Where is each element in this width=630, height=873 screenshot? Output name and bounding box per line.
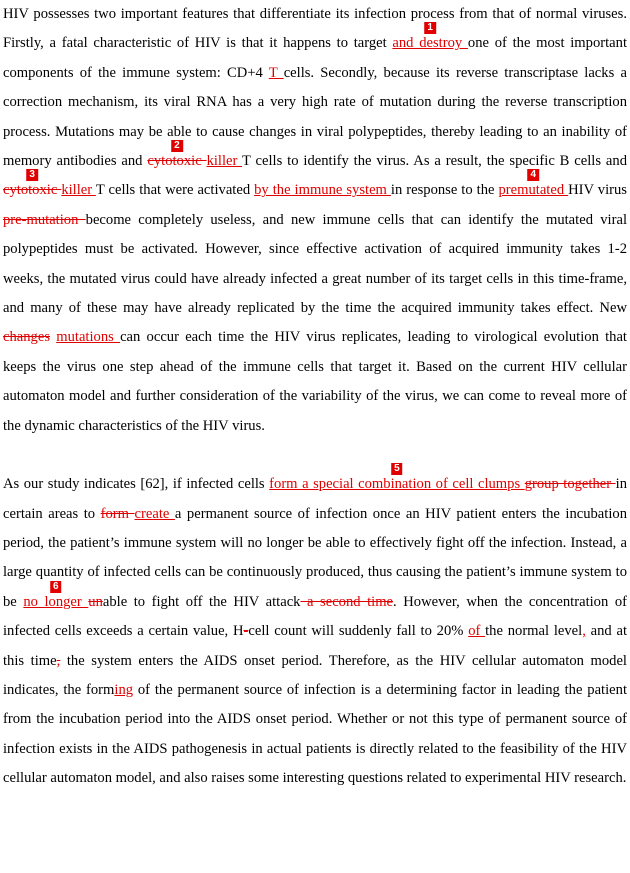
inserted-text: of — [468, 623, 486, 640]
comment-anchor[interactable] — [3, 169, 62, 199]
text-run: HIV virus — [568, 182, 627, 199]
inserted-text: killer — [206, 153, 242, 170]
comment-marker[interactable]: 3 — [26, 169, 38, 181]
comment-marker[interactable]: 2 — [171, 140, 183, 152]
inserted-text: no longer — [23, 593, 89, 610]
deleted-text: form — [100, 505, 135, 522]
inserted-text: and destroy — [392, 35, 468, 52]
text-run: the normal level — [485, 623, 583, 640]
text-run: As our study indicates [62], if infected cells — [3, 476, 270, 493]
text-run: in certain areas to — [3, 476, 628, 522]
comment-marker[interactable]: 5 — [391, 463, 403, 475]
text-run: become completely useless, and new immune cells that can identify the mutated viral polypeptides must be activated. However, since effective activation of acquired immunity takes 1-2 weeks, the mutated virus could have already infected a great number of its target cells in this time-frame, and many of these may have already replicated by the time the acquired immunity takes effect. New — [3, 211, 627, 317]
deleted-text: cytotoxic — [147, 153, 207, 170]
comment-marker[interactable]: 6 — [50, 581, 62, 593]
inserted-text: by the immune system — [254, 182, 391, 199]
deleted-text: un — [88, 593, 103, 610]
text-run: HIV possesses two important features that differentiate its infection process from that of normal viruses. Firstly, a fatal characteristic of HIV is that it happens to target — [3, 6, 627, 52]
text-run: cells. Secondly, because its reverse transcriptase lacks a correction mechanism, its viral RNA has a very high rate of mutation during the reverse transcription process. Mutations may be able to cause changes in viral polypeptides, thereby leading to an inability of memory antibodies and — [3, 64, 627, 170]
text-run: . However, when the concentration of infected cells exceeds a certain value, H — [3, 593, 627, 640]
inserted-text: , — [582, 623, 586, 640]
deleted-text: - — [243, 623, 249, 640]
deleted-text: a second time — [300, 593, 394, 610]
inserted-text: create — [134, 505, 175, 522]
text-run: one of the most important components of the immune system: CD+4 — [3, 35, 627, 81]
inserted-text: mutations — [56, 329, 121, 346]
text-run: able to fight off the HIV attack — [102, 593, 301, 610]
text-run: cell count will suddenly fall to 20% — [248, 623, 469, 640]
deleted-text: cytotoxic — [3, 182, 62, 199]
deleted-text: pre-mutation — [3, 211, 86, 228]
text-run: a permanent source of infection once an HIV patient enters the incubation period, the patient’s immune system will no longer be able to effectively fight off the infection. Instead, a large quantity of infected cells can be continuously produced, thus causing the patient’s immune system to be — [3, 505, 627, 610]
comment-anchor[interactable] — [269, 463, 525, 493]
deleted-text: group together — [524, 476, 616, 493]
deleted-text: , — [56, 652, 61, 669]
inserted-text: killer — [61, 182, 96, 199]
comment-anchor[interactable] — [147, 140, 207, 170]
text-run: and at this time — [3, 623, 627, 669]
text-run: of the permanent source of infection is a determining factor in leading the patient from the incubation period into the AIDS onset period. Whether or not this type of permanent source of infection exists in the AIDS pathogenesis in actual patients is directly related to the feasibility of the HIV cellular automaton model, and also raises some interesting questions related to experimental HIV research. — [3, 681, 627, 787]
text-run: can occur each time the HIV virus replicates, leading to virological evolution that keeps the virus one step ahead of the immune cells that target it. Based on the current HIV cellular automaton model and further consideration of the variability of the virus, we can come to reveal more of the dynamic characteristics of the HIV virus. — [3, 329, 627, 434]
comment-anchor[interactable] — [23, 580, 89, 610]
inserted-text: T — [268, 64, 284, 81]
paragraph-2 — [3, 463, 628, 793]
inserted-text: form a special combination of cell clumps — [269, 476, 525, 493]
comment-anchor[interactable] — [498, 169, 569, 199]
inserted-text: premutated — [498, 182, 569, 199]
inserted-text: ing — [114, 681, 134, 698]
text-run: in response to the — [390, 182, 499, 199]
text-run: T cells that were activated — [95, 182, 255, 199]
comment-marker[interactable]: 4 — [528, 169, 540, 181]
text-run: the system enters the AIDS onset period. Therefore, as the HIV cellular automaton model indicates, the form — [3, 652, 627, 698]
comment-marker[interactable]: 1 — [424, 22, 436, 34]
deleted-text: changes — [3, 329, 51, 346]
document-page — [3, 0, 627, 794]
comment-anchor[interactable] — [392, 22, 468, 52]
text-run: T cells to identify the virus. As a result, the specific B cells and — [241, 153, 628, 170]
paragraph-1 — [3, 0, 627, 441]
